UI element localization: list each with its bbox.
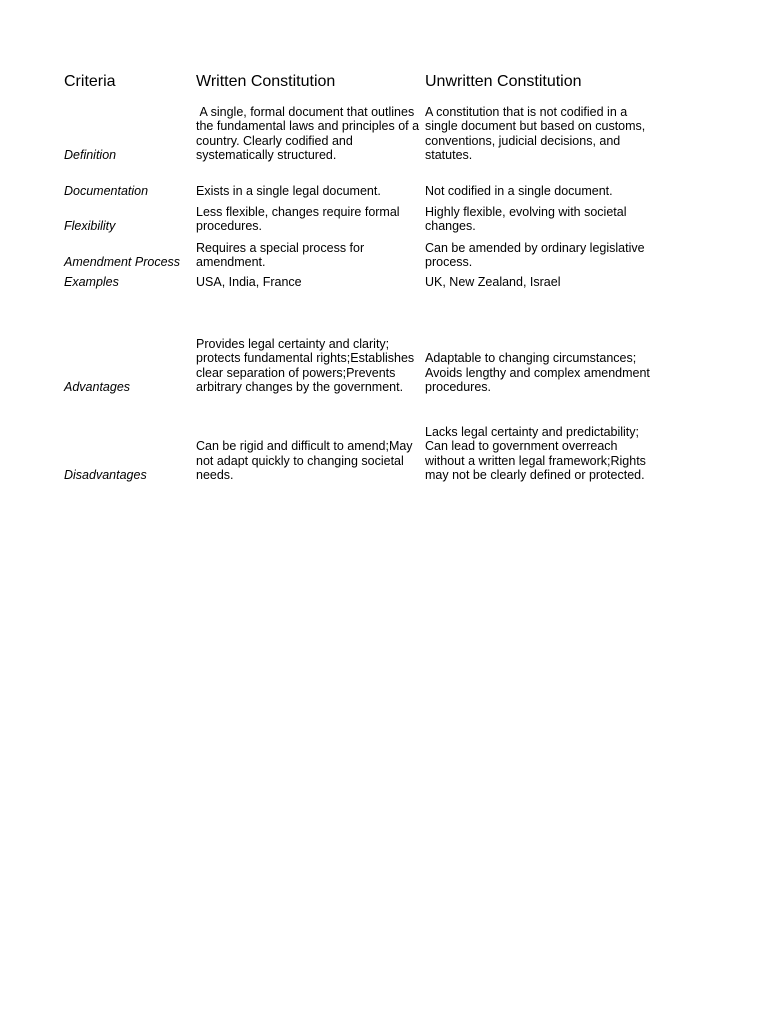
table-row-examples bbox=[0, 272, 768, 290]
written-cell: A single, formal document that outlines the fundamental laws and principles of a country. Clearly codified and systematically structured. bbox=[196, 104, 423, 163]
table-row-advantages bbox=[0, 330, 768, 395]
header-unwritten-constitution: Unwritten Constitution bbox=[425, 73, 582, 90]
written-cell: USA, India, France bbox=[196, 275, 302, 290]
criterion-label: Documentation bbox=[64, 184, 149, 199]
unwritten-cell: Highly flexible, evolving with societal changes. bbox=[425, 204, 627, 234]
unwritten-cell: Not codified in a single document. bbox=[425, 184, 613, 199]
criterion-label: Disadvantages bbox=[64, 468, 147, 483]
table-row-definition bbox=[0, 100, 768, 163]
unwritten-cell: A constitution that is not codified in a single document but based on customs, conventions, judicial decisions, and statutes. bbox=[425, 104, 646, 163]
criterion-label: Amendment Process bbox=[64, 255, 181, 270]
criterion-label: Definition bbox=[64, 148, 117, 163]
unwritten-cell: Adaptable to changing circumstances; Avoids lengthy and complex amendment procedures. bbox=[425, 351, 650, 395]
written-cell: Provides legal certainty and clarity; protects fundamental rights;Establishes clear separation of powers;Prevents arbitrary changes by the government. bbox=[196, 336, 415, 395]
criterion-label: Examples bbox=[64, 275, 119, 290]
unwritten-cell: UK, New Zealand, Israel bbox=[425, 275, 561, 290]
written-cell: Can be rigid and difficult to amend;May not adapt quickly to changing societal needs. bbox=[196, 439, 413, 483]
unwritten-cell: Lacks legal certainty and predictability; Can lead to government overreach without a written legal framework;Rights may not be clearly defined or protected. bbox=[425, 424, 646, 483]
header-written-constitution: Written Constitution bbox=[196, 73, 336, 90]
table-row-disadvantages bbox=[0, 405, 768, 483]
criterion-label: Flexibility bbox=[64, 219, 116, 234]
header-criteria: Criteria bbox=[64, 73, 116, 90]
written-cell: Requires a special process for amendment. bbox=[196, 240, 365, 270]
table-row-amendment-process bbox=[0, 238, 768, 270]
written-cell: Less flexible, changes require formal procedures. bbox=[196, 204, 400, 234]
criterion-label: Advantages bbox=[64, 380, 131, 395]
table-row-flexibility bbox=[0, 203, 768, 234]
table-row-documentation bbox=[0, 180, 768, 199]
written-cell: Exists in a single legal document. bbox=[196, 184, 381, 199]
unwritten-cell: Can be amended by ordinary legislative process. bbox=[425, 240, 645, 270]
